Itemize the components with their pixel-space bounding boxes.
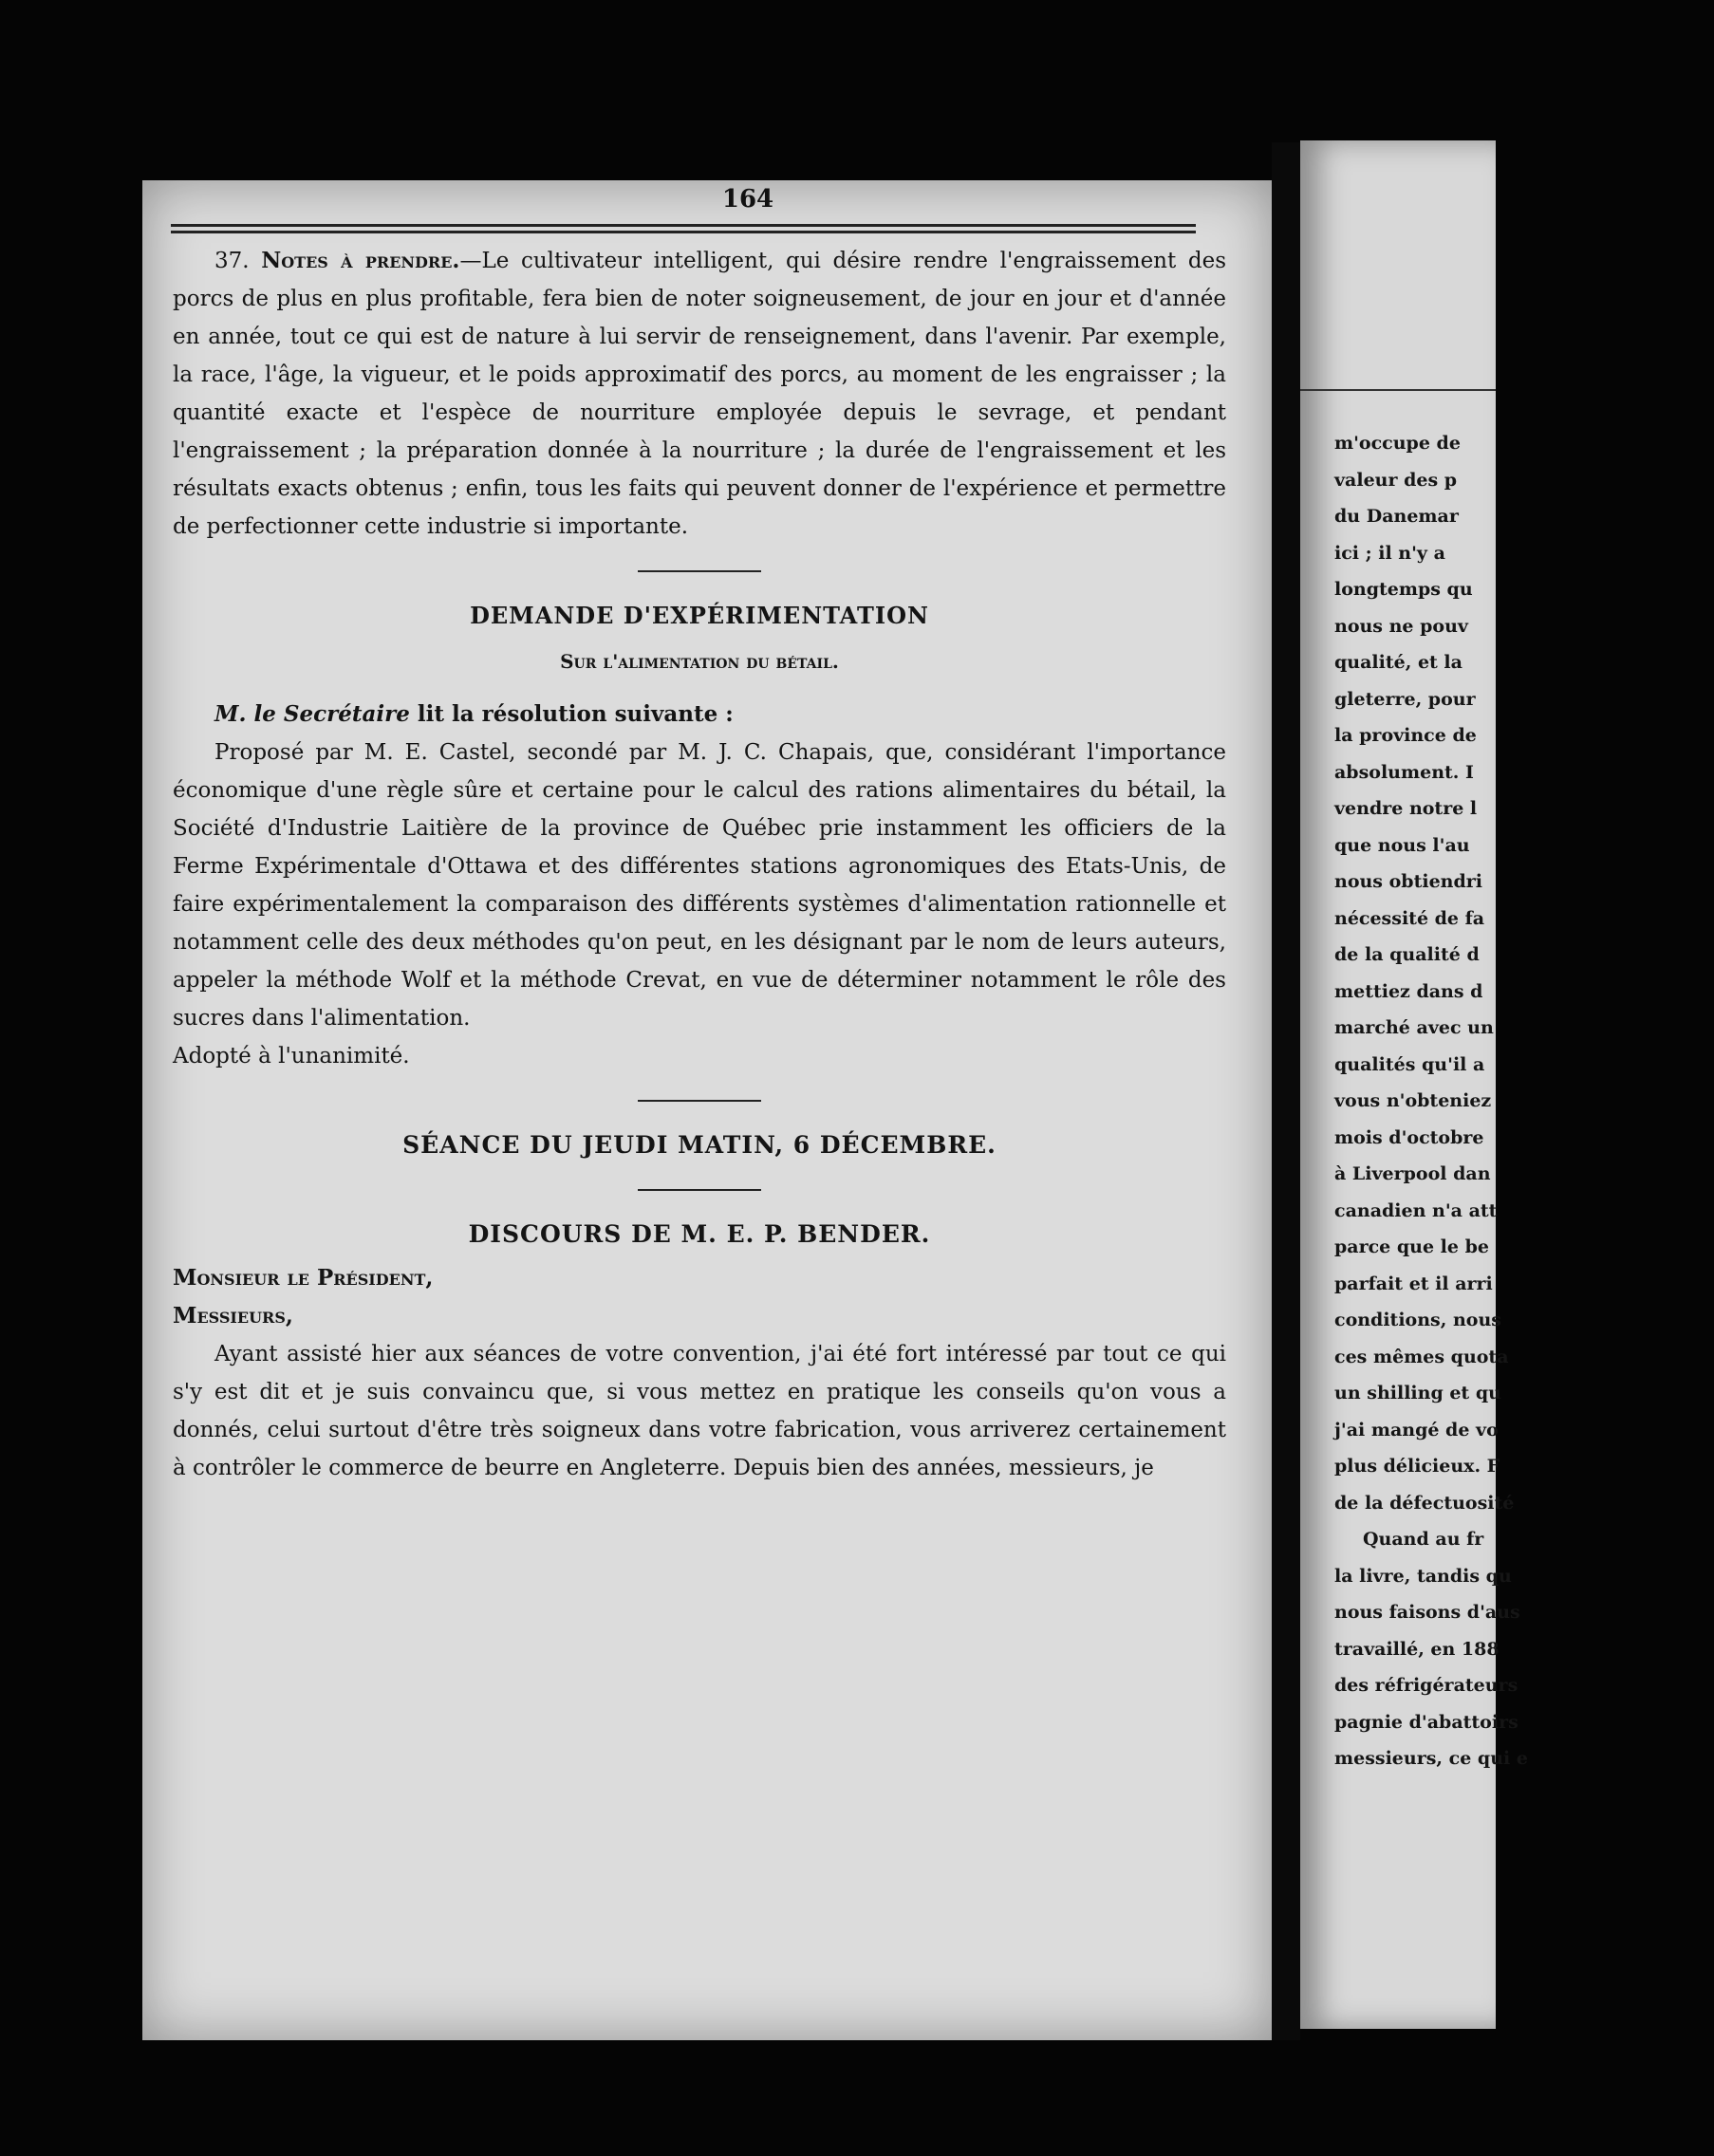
right-page-line: la livre, tandis qu [1334, 1565, 1512, 1587]
right-page-line: mois d'octobre [1334, 1126, 1484, 1148]
right-page-line: gleterre, pour [1334, 688, 1476, 710]
right-page-line: vendre notre l [1334, 798, 1478, 819]
separator-rule [638, 570, 761, 572]
right-page-line: ici ; il n'y a [1334, 542, 1445, 564]
right-page-line: de la qualité d [1334, 944, 1480, 965]
page-content [173, 242, 1226, 1487]
right-page-line: marché avec un [1334, 1017, 1494, 1038]
secretary-name: M. le Secrétaire [214, 701, 410, 727]
right-page-line: j'ai mangé de vo [1334, 1419, 1499, 1440]
right-page-line: nous obtiendri [1334, 871, 1482, 892]
messieurs-greeting: Messieurs, [173, 1303, 293, 1329]
resolution-paragraph: Proposé par M. E. Castel, secondé par M. J. C. Chapais, que, considérant l'importance économique d'une règle sûre et certaine pour le calcul des rations alimentaires du bétail, la Société d'Industrie Laitière de la province de Québec prie instamment les officiers de la Ferme Expérimentale d'Ottawa et des différentes stations agronomiques des Etats-Unis, de faire expérimentalement la comparaison des différents systèmes d'alimentation rationnelle et notamment celle des deux méthodes qu'on peut, en les désignant par le nom de leurs auteurs, appeler la méthode Wolf et la méthode Crevat, en vue de déterminer notamment le rôle des sucres dans l'alimentation. [173, 740, 1226, 1031]
book-gutter [1272, 142, 1300, 2040]
notes-paragraph [173, 242, 1226, 546]
page-number: 164 [721, 185, 774, 214]
right-page-line: parfait et il arri [1334, 1273, 1493, 1294]
right-page-line: à Liverpool dan [1334, 1163, 1491, 1184]
right-page [1300, 140, 1528, 2029]
header-rule-top [171, 224, 1196, 227]
right-page-line: des réfrigérateurs [1334, 1675, 1518, 1696]
demande-title: DEMANDE D'EXPÉRIMENTATION [470, 602, 929, 629]
right-page-line: nécessité de fa [1334, 907, 1485, 929]
right-page-line: Quand au fr [1363, 1529, 1484, 1550]
salutation: Monsieur le Président, [173, 1265, 434, 1291]
right-page-line: m'occupe de [1334, 433, 1461, 454]
notes-number: 37. [214, 249, 250, 273]
adopted-line: Adopté à l'unanimité. [173, 1044, 410, 1069]
right-page-header-rule [1300, 389, 1496, 391]
right-page-line: absolument. I [1334, 761, 1474, 783]
right-page-line: ces mêmes quota [1334, 1346, 1509, 1367]
separator-rule [638, 1189, 761, 1191]
right-page-line: qualités qu'il a [1334, 1053, 1485, 1075]
separator-rule [638, 1100, 761, 1102]
right-page-line: vous n'obteniez [1334, 1090, 1492, 1111]
right-page-line: plus délicieux. F [1334, 1456, 1500, 1477]
header-rule-bottom [171, 231, 1196, 233]
demande-intro [173, 696, 1226, 734]
seance-title: SÉANCE DU JEUDI MATIN, 6 DÉCEMBRE. [402, 1131, 997, 1159]
right-page-line: nous faisons d'aus [1334, 1602, 1520, 1623]
right-page-line: longtemps qu [1334, 579, 1473, 600]
right-page-line: qualité, et la [1334, 652, 1462, 673]
right-page-line: conditions, nous [1334, 1310, 1501, 1330]
demande-subtitle: Sur l'alimentation du bétail. [560, 650, 839, 673]
right-page-line: travaillé, en 188 [1334, 1638, 1500, 1660]
right-page-line: parce que le be [1334, 1236, 1489, 1257]
right-page-line: pagnie d'abattoirs [1334, 1711, 1518, 1733]
discours-title: DISCOURS DE M. E. P. BENDER. [468, 1220, 931, 1248]
right-page-line: de la défectuosité [1334, 1492, 1515, 1514]
right-page-line: que nous l'au [1334, 834, 1470, 856]
right-page-text [1334, 425, 1714, 1777]
right-page-line: du Danemar [1334, 506, 1459, 527]
notes-text: —Le cultivateur intelligent, qui désire rendre l'engraissement des porcs de plus en plus profitable, fera bien de noter soigneusement, de jour en jour et d'année en année, tout ce qui est de nature à lui servir de renseignement, dans l'avenir. Par exemple, la race, l'âge, la vigueur, et le poids approximatif des porcs, au moment de les engraisser ; la quantité exacte et l'espèce de nourriture employée depuis le sevrage, et pendant l'engraissement ; la préparation donnée à la nourriture ; la durée de l'engraissement et les résultats exacts obtenus ; enfin, tous les faits qui peuvent donner de l'expérience et permettre de perfectionner cette industrie si importante. [173, 249, 1227, 539]
right-page-line: un shilling et qu [1334, 1383, 1501, 1403]
right-page-line: nous ne pouv [1334, 615, 1468, 637]
right-page-line: canadien n'a att [1334, 1199, 1498, 1221]
right-page-line: valeur des p [1334, 469, 1458, 491]
intro-text: lit la résolution suivante : [409, 701, 734, 727]
right-page-line: la province de [1334, 725, 1477, 746]
right-page-line: messieurs, ce qui e [1334, 1748, 1528, 1769]
discours-paragraph: Ayant assisté hier aux séances de votre convention, j'ai été fort intéressé par tout ce qui s'y est dit et je suis convaincu que, si vous mettez en pratique les conseils qu'on vous a donnés, celui surtout d'être très soigneux dans votre fabrication, vous arriverez certainement à contrôler le commerce de beurre en Angleterre. Depuis bien des années, messieurs, je [173, 1342, 1226, 1480]
right-page-line: mettiez dans d [1334, 980, 1483, 1002]
notes-title: Notes à prendre. [261, 248, 460, 273]
